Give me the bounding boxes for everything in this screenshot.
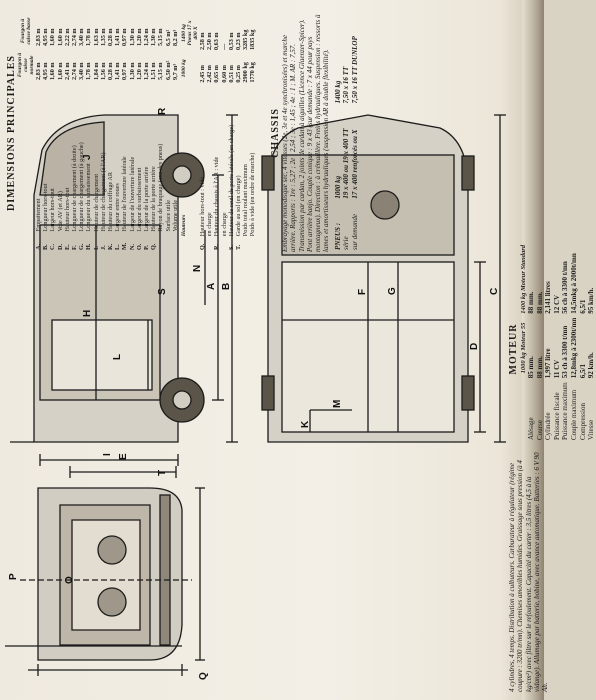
dimension-row-value-1: 2,74 m xyxy=(71,62,79,80)
dimension-row-value-1: 1,51 m xyxy=(150,62,158,80)
dimension-row xyxy=(157,14,164,252)
tires-serie-v2: 7,50 x 16 TT xyxy=(342,66,351,104)
weight-row-value-2: 1835 kg xyxy=(249,29,257,50)
dimension-row-label: Hauteur de la porte arrière xyxy=(150,166,158,232)
dimension-row-label: Largeur entre roues xyxy=(114,183,122,232)
tires-col1-header: 1000 kg xyxy=(333,175,342,199)
weight-row xyxy=(242,14,249,252)
weight-row-value-1: 1770 kg xyxy=(249,62,257,83)
tires-demande-v2: 7,50 x 16 TT DUNLOP xyxy=(350,36,359,104)
dimension-row-label: Largeur de l'ouverture latérale xyxy=(128,156,136,232)
dimension-row-key: H. xyxy=(85,243,93,250)
moteur-row-value-2: 95 km/h. xyxy=(587,287,596,314)
dimensions-title: DIMENSIONS PRINCIPALES xyxy=(6,55,17,212)
moteur-description-block xyxy=(508,452,550,692)
height-row-key xyxy=(221,238,228,252)
volume-row-label: Surface utile xyxy=(164,200,172,232)
moteur-row xyxy=(587,243,596,442)
dimension-row-key: I. xyxy=(92,246,100,250)
dimension-row-label: Longueur hors-tout xyxy=(42,183,50,232)
height-row-key: R. xyxy=(213,243,221,250)
dimension-row-value-1: 1,78 m xyxy=(85,62,93,80)
chassis-section xyxy=(270,14,360,252)
dimension-row-value-1: 1,24 m xyxy=(143,62,151,80)
heights-col2-header: 1400 kg xyxy=(181,24,188,42)
label-c: C xyxy=(489,287,500,295)
chassis-description: Embrayage monodisque sec, 4 vitesses (2e, 3e et 4e synchronisées) et marche arrière. Rapports : 1re : 5,27 ; 2e : 2,54 ; 3e : 1,45 ; 4e : 1 ; M. AR : 7,57. Transmission par cardan, 2 joints de cardan à aiguilles (Licence Glaenzer-Spicer). Pont arrière banjo. Couple conique : 9 x 43 (sur demande : 7 x 44 pour pays montagneux). Direction : à crémaillère. Freins hydrauliques. Suspension : ressorts à lames et amortisseurs hydrauliques (suspension AR à double flexibilité). xyxy=(281,14,331,252)
dimension-row xyxy=(107,14,114,252)
moteur-row xyxy=(561,243,570,442)
height-row-value-1: 0,25 m xyxy=(235,65,243,83)
label-m: M xyxy=(332,399,343,408)
dimension-row-value-1: 2,41 m xyxy=(63,62,71,80)
dimension-row-label: Voie AV (et AR) xyxy=(56,191,64,232)
dimension-row xyxy=(71,14,78,252)
dimension-row-key: Q. xyxy=(150,243,158,250)
dimension-row xyxy=(136,14,143,252)
weight-row-label: Poids total roulant maximum xyxy=(242,164,250,237)
dimension-row xyxy=(121,14,128,252)
label-l: L xyxy=(112,353,123,360)
dimension-row xyxy=(93,14,100,252)
moteur-row-value-2: 14,5mkg à 2000t/mn xyxy=(569,253,578,314)
heights-title: Hauteurs xyxy=(181,214,188,237)
moteur-row-value-1: 92 km/h. xyxy=(587,352,596,379)
dimension-row-label: Rayon de braquage (axe des pneus) xyxy=(157,143,165,232)
moteur-col2-header: 1400 kg Moteur Standard xyxy=(520,244,527,314)
label-s: S xyxy=(157,288,168,295)
weight-row-label: Poids à vide (en ordre de marche) xyxy=(249,152,257,237)
dimension-row-value-1: 1,41 m xyxy=(114,62,122,80)
moteur-row xyxy=(579,243,588,442)
dimension-row-value-2: 1,41 m xyxy=(114,28,122,46)
tires-serie-v1: 19 x 400 ou 19 x 400 TT xyxy=(342,128,351,199)
dimension-row xyxy=(42,14,49,252)
dimension-row-label: Hauteur de l'ouverture latérale xyxy=(121,156,129,232)
height-row-value-2: 2,58 m xyxy=(199,32,207,50)
weight-row-value-1: 2900 kg xyxy=(242,62,250,83)
dimension-row-key: K. xyxy=(107,243,115,250)
dimension-row-label: Hauteur du coffrage AR xyxy=(107,171,115,232)
dimension-row-label: Longueur de chargement (à gauche) xyxy=(78,142,86,232)
label-a: A xyxy=(206,282,217,290)
dimension-row-value-2: 1,60 m xyxy=(49,28,57,46)
label-i: I xyxy=(102,453,113,456)
dimension-row xyxy=(78,14,85,252)
height-row-value-1: 0,65 m xyxy=(213,65,221,83)
height-row-label: Garde au sol (en charge) xyxy=(235,175,243,237)
moteur-row-value-2: 2,141 litres xyxy=(544,281,553,314)
height-row xyxy=(221,14,228,252)
dimension-row-key: E. xyxy=(63,244,71,250)
dimension-row-key: A. xyxy=(35,243,42,250)
moteur-row-value-1: 1,997 litre xyxy=(544,348,553,379)
height-row-value-2: 0,23 m xyxy=(235,32,243,50)
dimension-row-key: L. xyxy=(114,244,122,250)
moteur-row-value-2: 6,5/1 xyxy=(578,299,587,314)
dim-col2-header: Fourgon à caisse basse xyxy=(20,17,32,45)
volume-row-label: Volume utile xyxy=(171,199,179,232)
volume-row-value-2: 8,2 m³ xyxy=(171,29,179,46)
moteur-row-label: Alésage xyxy=(527,417,535,440)
height-row xyxy=(235,14,242,252)
dimension-row-value-1: 5,15 m xyxy=(157,62,165,80)
height-row-value-2: 0,53 m xyxy=(227,32,235,50)
height-row-value-1: 0,60 m xyxy=(220,65,228,83)
volume-row-key xyxy=(172,234,179,253)
dimension-row-key: J. xyxy=(99,245,107,250)
height-row-label: Hauteur du chassis à l'AR : vide xyxy=(213,156,221,237)
height-row-key xyxy=(206,238,213,252)
rear-view-drawing xyxy=(5,466,205,676)
heights-table xyxy=(181,14,257,252)
volume-row xyxy=(172,14,179,252)
height-row-value-2: 0,63 m xyxy=(213,32,221,50)
moteur-title-block xyxy=(508,256,519,442)
dimension-row-value-1: 1,60 m xyxy=(56,62,64,80)
height-row-label: en charge xyxy=(220,212,228,237)
dimension-row-key xyxy=(157,234,164,253)
volume-row-key xyxy=(165,234,172,253)
dimension-row xyxy=(100,14,107,252)
moteur-row-value-1: 53 ch à 3300 t/mn xyxy=(561,325,570,379)
label-p: P xyxy=(8,573,19,580)
dimension-row-value-1: 2,83 m xyxy=(35,62,42,80)
height-row-value-1: 2,45 m xyxy=(199,65,207,83)
tires-col2-header: 1400 kg xyxy=(333,80,342,104)
label-g: G xyxy=(387,287,398,295)
moteur-row-value-2: 88 mm. xyxy=(527,291,535,314)
weight-row xyxy=(249,14,256,252)
dimension-row-value-2: 5,15 m xyxy=(157,28,165,46)
dimension-row-key: O. xyxy=(135,243,143,250)
moteur-row-label: Compression xyxy=(578,403,587,440)
dimension-row xyxy=(64,14,71,252)
moteur-row-value-1: 85 mm. xyxy=(527,356,535,379)
volume-row xyxy=(165,14,172,252)
dimension-row-label: Hauteur de chargement (à l'AR) xyxy=(99,152,107,232)
dimension-row-label: Largeur du surbaissement xyxy=(135,167,143,232)
dimension-row-value-2: 0,28 m xyxy=(107,28,115,46)
dimension-row-value-2: 0,97 m xyxy=(121,28,129,46)
dimension-row-value-2: 1,60 m xyxy=(56,28,64,46)
label-j: J xyxy=(82,154,93,160)
height-row xyxy=(199,14,206,252)
moteur-row-value-1: 6,5/1 xyxy=(578,364,587,379)
height-row xyxy=(213,14,220,252)
dimension-row-value-2: 1,20 m xyxy=(135,28,143,46)
height-row xyxy=(228,14,235,252)
label-r: R xyxy=(157,107,168,115)
volume-row-value-1: 9,7 m³ xyxy=(171,63,179,80)
dimension-row xyxy=(114,14,121,252)
dimension-row-value-2: 1,78 m xyxy=(85,28,93,46)
dimension-row-value-2: 1,24 m xyxy=(143,28,151,46)
dimensions-table xyxy=(17,14,179,252)
chassis-title: CHASSIS xyxy=(270,108,281,158)
heights-col1-header: 1000 kg xyxy=(181,59,188,78)
weight-row-value-2: 3285 kg xyxy=(242,29,250,50)
weight-row-key xyxy=(242,238,249,252)
label-h: H xyxy=(82,309,93,317)
height-row-label: en charge xyxy=(206,212,214,237)
moteur-row-label: Couple maximum xyxy=(569,389,578,440)
dimension-row-key: D. xyxy=(56,243,64,250)
dimension-row-value-1: 1,56 m xyxy=(99,62,107,80)
weight-row-key xyxy=(249,238,256,252)
dimensions-section xyxy=(6,14,257,252)
moteur-row-value-1: 11 CV xyxy=(552,359,561,379)
moteur-row-value-2: 88 mm. xyxy=(535,291,544,314)
dimension-row-label: Longueur du surbaissement xyxy=(85,163,93,232)
label-o: O xyxy=(64,576,75,584)
dimension-row-label: Largeur hors-tout xyxy=(49,188,57,232)
dimension-row xyxy=(85,14,92,252)
moteur-row-label: Vitesse xyxy=(587,419,596,440)
label-k: K xyxy=(300,420,311,428)
moteur-row xyxy=(553,243,562,442)
dimension-row-value-2: 4,95 m xyxy=(42,28,50,46)
dimension-row-label: Largeur de la porte arrière xyxy=(143,166,151,232)
dimension-row-key: N. xyxy=(128,243,136,250)
label-t: T xyxy=(157,469,168,476)
moteur-row xyxy=(527,243,536,442)
moteur-row-label: Cylindrée xyxy=(544,412,553,440)
height-row-label: Hauteur hors-tout : vide xyxy=(199,176,207,237)
moteur-row-label: Course xyxy=(535,420,544,440)
moteur-table xyxy=(520,243,596,442)
height-row-key: Q. xyxy=(199,243,207,250)
moteur-title: MOTEUR xyxy=(508,323,519,375)
label-q: Q xyxy=(198,672,209,680)
dimension-row-value-2: 2,74 m xyxy=(71,28,79,46)
height-row-key: T. xyxy=(235,244,243,250)
label-e: E xyxy=(118,453,129,460)
dimension-row-value-2: 3,40 m xyxy=(78,28,86,46)
moteur-row xyxy=(536,243,545,442)
dimension-row-key: F. xyxy=(71,245,79,250)
label-f: F xyxy=(357,288,368,295)
dimension-row-value-1: 4,95 m xyxy=(42,62,50,80)
volume-row-value-1: 6,50 m² xyxy=(164,60,172,80)
height-row-label: Hauteur de seuil de porte latérale (en charge) xyxy=(227,124,235,237)
tires-label: PNEUS : xyxy=(333,222,342,250)
dimension-row xyxy=(57,14,64,252)
tires-table xyxy=(334,14,360,252)
dimension-row-value-2: 1,63 m xyxy=(92,28,100,46)
moteur-row-value-2: 56 ch à 3300 t/mn xyxy=(561,261,570,314)
dimension-row-value-2: 2,83 m xyxy=(35,28,42,46)
moteur-table-block xyxy=(520,244,596,442)
moteur-description: 4 cylindres, 4 temps. Distribution à culbuteurs. Carburateur à régulateur (régime coupure : 3200 tr/mn). Chemises amovibles humides. Graissage sous pression (à 4 kg/cm²) avec filtre sur le refoulement. Capacité du carter : 3,5 litres (4,5 à la vidange). Allumage par batterie, bobine, avec avance automatique. Batteries : 6 V 90 Ah. xyxy=(508,452,550,692)
dimension-row xyxy=(49,14,56,252)
dimension-row-value-1: 1,60 m xyxy=(49,62,57,80)
dimension-row-value-1: 1,30 m xyxy=(128,62,136,80)
dimension-row-label: Longueur de chargement (à droite) xyxy=(71,145,79,232)
dimension-row-key: C. xyxy=(49,243,57,250)
dimension-row-value-2: 1,35 m xyxy=(99,28,107,46)
dimension-row-value-2: 1,30 m xyxy=(150,28,158,46)
volume-row-value-2: 6,5 m² xyxy=(164,29,172,46)
height-row xyxy=(206,14,213,252)
label-n: N xyxy=(192,264,203,272)
dimension-row-value-1: 0,28 m xyxy=(107,62,115,80)
dimension-row xyxy=(35,14,42,252)
moteur-row-value-1: 12,8mkg à 2300t/mn xyxy=(569,317,578,379)
height-row-key: S. xyxy=(227,245,235,250)
moteur-row-label: Puissance fiscale xyxy=(552,392,561,440)
height-row-value-1: 2,42 m xyxy=(206,65,214,83)
moteur-row-value-1: 88 mm. xyxy=(535,356,544,379)
moteur-row-label: Puissance maximum xyxy=(561,382,570,440)
dimension-row-key: G. xyxy=(78,243,86,250)
dimension-row xyxy=(129,14,136,252)
dimension-row-key: P. xyxy=(143,245,151,250)
dimension-row-key: M. xyxy=(121,242,129,250)
heights-col3-header: Pneus 17 x 400 X xyxy=(187,20,200,46)
moteur-row-value-2: 12 CV xyxy=(552,294,561,314)
dimension-row-value-1: 1,20 m xyxy=(135,62,143,80)
dimension-row-label: Hauteur de chargement xyxy=(92,173,100,232)
moteur-row xyxy=(570,243,579,442)
dimension-row-value-1: 3,40 m xyxy=(78,62,86,80)
height-row-value-2: 2,50 m xyxy=(206,32,214,50)
tires-demande-label: sur demande xyxy=(350,214,359,250)
tires-serie-label: série xyxy=(342,236,351,250)
dimension-row-value-2: 2,22 m xyxy=(63,28,71,46)
dimension-row-value-2: 1,30 m xyxy=(128,28,136,46)
dimension-row-key: B. xyxy=(42,244,50,250)
dimension-row-value-1: 1,84 m xyxy=(92,62,100,80)
moteur-row xyxy=(544,243,553,442)
dimension-row-label: Hauteur hors-tout xyxy=(63,187,71,232)
height-row-value-1: 0,51 m xyxy=(227,65,235,83)
dimension-row xyxy=(150,14,157,252)
dimension-row xyxy=(143,14,150,252)
label-b: B xyxy=(221,282,232,290)
tires-demande-v1: 17 x 400 renforcés ou X xyxy=(350,129,359,199)
dim-col1-header: Fourgon à caisse normale xyxy=(17,52,35,78)
dimension-row-value-1: 0,97 m xyxy=(121,62,129,80)
label-d: D xyxy=(469,342,480,350)
moteur-col1-header: 1000 kg Moteur 55 xyxy=(520,322,527,374)
height-row-value-2: — xyxy=(220,43,228,50)
dimension-row-label: Empattement xyxy=(35,198,42,232)
